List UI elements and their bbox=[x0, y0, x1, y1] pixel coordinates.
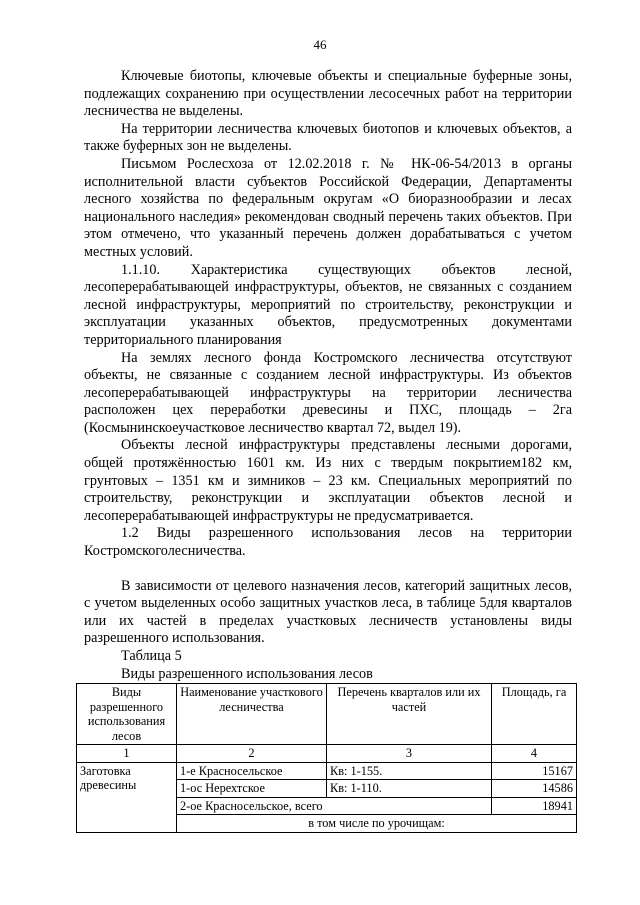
header-cell: Площадь, га bbox=[492, 684, 577, 745]
page-number: 46 bbox=[313, 37, 327, 52]
area-cell: 18941 bbox=[492, 797, 577, 815]
section-heading-1-1-10: 1.1.10. Характеристика существующих объектов лесной, лесоперерабатывающей инфраструктуры, объектов, не связанных с созданием лесной инфраструктуры, мероприятий по строительству, реконструкции и эксплуатации указанных объектов, предусмотренных документами территориального планирования bbox=[84, 261, 572, 348]
forestry-cell: 1-ос Нерехтское bbox=[177, 780, 327, 798]
paragraph: Ключевые биотопы, ключевые объекты и специальные буферные зоны, подлежащих сохранению при осуществлении лесосечных работ на территории лесничества не выделены. bbox=[84, 68, 572, 120]
quarters-cell: Кв: 1-110. bbox=[327, 780, 492, 798]
paragraph: В зависимости от целевого назначения лесов, категорий защитных лесов, с учетом выделенных особо защитных участков леса, в таблице 5для кварталов или их частей в пределах участковых лесничеств установлены виды разрешенного использования. bbox=[84, 577, 572, 647]
document-body bbox=[80, 68, 573, 833]
forestry-cell: 2-ое Красносельское, всего bbox=[177, 797, 492, 815]
forest-use-table bbox=[76, 683, 577, 833]
quarters-cell: Кв: 1-155. bbox=[327, 762, 492, 780]
column-number-row bbox=[77, 745, 577, 763]
paragraph: На территории лесничества ключевых биотопов и ключевых объектов, а также буферных зон не выделены. bbox=[84, 120, 572, 155]
paragraph: Объекты лесной инфраструктуры представлены лесными дорогами, общей протяжённостью 1601 км. Из них с твердым покрытием182 км, грунтовых – 1351 км и зимников – 23 км. Специальных мероприятий по строительству, реконструкции и эксплуатации объектов лесной и лесоперерабатывающей инфраструктуры не предусматривается. bbox=[84, 437, 572, 524]
section-heading-1-2: 1.2 Виды разрешенного использования лесов на территории Костромскоголесничества. bbox=[84, 525, 572, 560]
header-cell: Перечень кварталов или их частей bbox=[327, 684, 492, 745]
table-header-row bbox=[77, 684, 577, 745]
area-cell: 15167 bbox=[492, 762, 577, 780]
subheader-cell: в том числе по урочищам: bbox=[177, 815, 577, 833]
column-number: 4 bbox=[492, 745, 577, 763]
area-cell: 14586 bbox=[492, 780, 577, 798]
header-cell: Виды разрешенного использования лесов bbox=[77, 684, 177, 745]
paragraph: Письмом Рослесхоза от 12.02.2018 г. № НК-06-54/2013 в органы исполнительной власти субъектов Российской Федерации, Департаменты лесного хозяйства по федеральным округам «О биоразнообразии и лесах национального наследия» рекомендован сводный перечень таких объектов. При этом отмечено, что указанный перечень должен дорабатываться с учетом местных условий. bbox=[84, 155, 572, 260]
table-row bbox=[77, 762, 577, 780]
table-caption: Виды разрешенного использования лесов bbox=[121, 665, 373, 682]
header-cell: Наименование участкового лесничества bbox=[177, 684, 327, 745]
paragraph: На землях лесного фонда Костромского лесничества отсутствуют объекты, не связанные с созданием лесной инфраструктуры. Из объектов лесоперерабатывающей инфраструктуры на территории лесничества расположен цех переработки древесины и ПХС, площадь – 2га (Космынинскоеучастковое лесничество квартал 72, выдел 19). bbox=[84, 349, 572, 436]
use-type-cell: Заготовка древесины bbox=[77, 762, 177, 832]
column-number: 3 bbox=[327, 745, 492, 763]
column-number: 2 bbox=[177, 745, 327, 763]
table-number-label: Таблица 5 bbox=[121, 648, 182, 664]
forestry-cell: 1-е Красносельское bbox=[177, 762, 327, 780]
column-number: 1 bbox=[77, 745, 177, 763]
